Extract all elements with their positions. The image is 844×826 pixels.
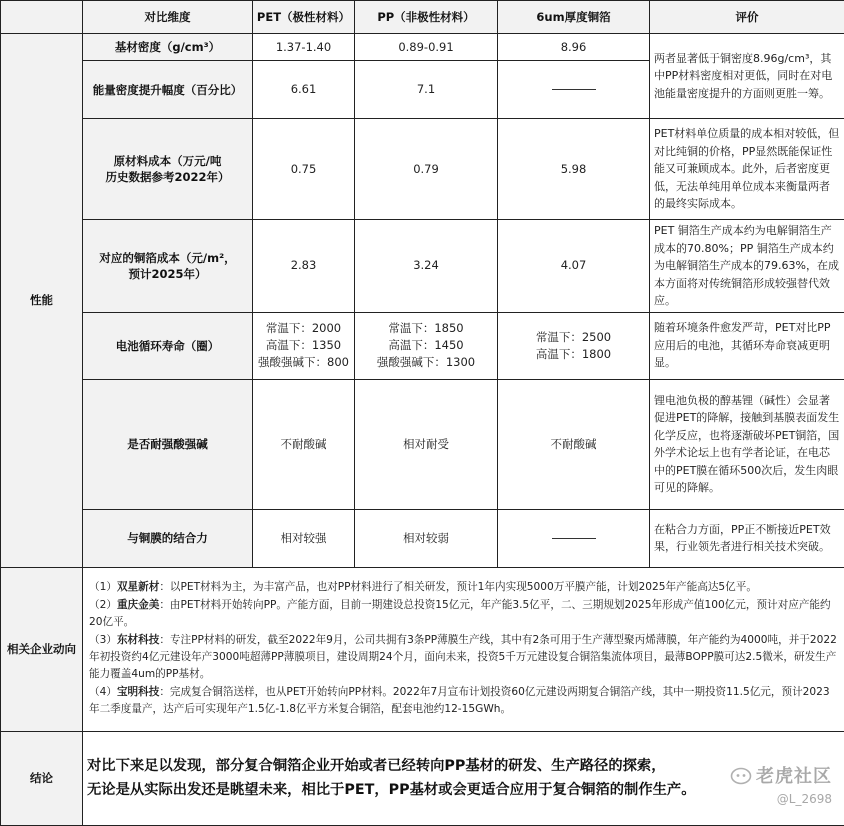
row-comment: 锂电池负极的醇基锂（碱性）会显著促进PET的降解，接触到基膜表面发生化学反应，也将逐渐破坏PET铜箔，国外学术论坛上也有学者论证，在电芯中的PET膜在循环500次后，发生肉眼可见的降解。 — [650, 379, 844, 509]
header-comment: 评价 — [650, 1, 844, 34]
row-comment: PET材料单位质量的成本相对较低，但对比纯铜的价格，PP显然既能保证性能又可兼顾成本。此外，后者密度更低，无法单纯用单位成本来衡量两者的最终实际成本。 — [650, 119, 844, 220]
header-pp: PP（非极性材料） — [355, 1, 498, 34]
pp-value: 3.24 — [355, 220, 498, 313]
company-item — [89, 579, 840, 596]
company-text: ：专注PP材料的研发，截至2022年9月，公司共拥有3条PP薄膜生产线，其中有2条可用于生产薄型聚丙烯薄膜，年产能约为4000吨，并于2022年初投资约4亿元建设年产3000吨超薄PP薄膜项目，建设周期24个月，面向未来，投资5千万元建设复合铜箔集流体项目，最薄BOPP膜可达2.5微米，研发生产能力覆盖4um的PP基材。 — [89, 634, 837, 681]
company-name: 重庆金美 — [117, 599, 159, 611]
company-name: 宝明科技 — [117, 686, 159, 698]
companies-row — [1, 567, 844, 731]
category-performance: 性能 — [1, 34, 83, 568]
conclusion-label: 结论 — [1, 731, 83, 825]
watermark-brand-line — [730, 762, 832, 788]
row-dimension: 基材密度（g/cm³） — [83, 34, 253, 61]
company-item — [89, 597, 840, 632]
conclusion-line-1: 对比下来足以发现，部分复合铜箔企业开始或者已经转向PP基材的研发、生产路径的探索， — [87, 754, 844, 778]
row-dimension: 能量密度提升幅度（百分比） — [83, 61, 253, 119]
copper-value: 5.98 — [498, 119, 650, 220]
density-comment: 两者显著低于铜密度8.96g/cm³，其中PP材料密度相对更低，同时在对电池能量密度提升的方面则更胜一筹。 — [650, 34, 844, 119]
header-copper: 6um厚度铜箔 — [498, 1, 650, 34]
copper-value: 不耐酸碱 — [498, 379, 650, 509]
pp-value: 常温下：1850 高温下：1450 强酸强碱下：1300 — [355, 312, 498, 379]
pp-value: 7.1 — [355, 61, 498, 119]
row-dimension: 是否耐强酸强碱 — [83, 379, 253, 509]
pet-value: 不耐酸碱 — [253, 379, 355, 509]
company-text: ：由PET材料开始转向PP。产能方面，目前一期建设总投资15亿元，年产能3.5亿平，二、三期规划2025年形成产值100亿元，预计对应产能约20亿平。 — [89, 599, 831, 628]
table-row — [1, 119, 844, 220]
pet-value: 相对较强 — [253, 509, 355, 567]
pet-value: 2.83 — [253, 220, 355, 313]
copper-value — [498, 509, 650, 567]
row-comment: 在粘合力方面，PP正不断接近PET效果，行业领先者进行相关技术突破。 — [650, 509, 844, 567]
pet-value: 常温下：2000 高温下：1350 强酸强碱下：800 — [253, 312, 355, 379]
watermark-user: @L_2698 — [730, 792, 832, 806]
company-text: ：完成复合铜箔送样，也从PET开始转向PP材料。2022年7月宣布计划投资60亿元建设两期复合铜箔产线，其中一期投资11.5亿元，预计2023年二季度量产，达产后可实现年产1.5亿-1.8亿平方米复合铜箔，配套电池约12-15GWh。 — [89, 686, 830, 715]
company-prefix: （1） — [89, 581, 117, 593]
conclusion-row — [1, 731, 844, 825]
table-row — [1, 220, 844, 313]
header-pet: PET（极性材料） — [253, 1, 355, 34]
watermark-brand: 老虎社区 — [756, 766, 832, 787]
companies-label: 相关企业动向 — [1, 567, 83, 731]
table-header-row — [1, 1, 844, 34]
company-item — [89, 632, 840, 684]
copper-value — [498, 61, 650, 119]
pet-value: 6.61 — [253, 61, 355, 119]
header-dimension: 对比维度 — [83, 1, 253, 34]
copper-value: 8.96 — [498, 34, 650, 61]
company-prefix: （3） — [89, 634, 117, 646]
row-dimension: 原材料成本（万元/吨 历史数据参考2022年） — [83, 119, 253, 220]
copper-value-dash — [552, 538, 596, 539]
copper-value: 常温下：2500 高温下：1800 — [498, 312, 650, 379]
row-dimension: 电池循环寿命（圈） — [83, 312, 253, 379]
company-name: 双星新材 — [117, 581, 159, 593]
pp-value: 相对较弱 — [355, 509, 498, 567]
pet-value: 1.37-1.40 — [253, 34, 355, 61]
row-comment: 随着环境条件愈发严苛，PET对比PP应用后的电池，其循环寿命衰减更明显。 — [650, 312, 844, 379]
copper-value: 4.07 — [498, 220, 650, 313]
header-empty-cell — [1, 1, 83, 34]
row-dimension: 对应的铜箔成本（元/m²， 预计2025年） — [83, 220, 253, 313]
table-row — [1, 312, 844, 379]
table-row — [1, 34, 844, 61]
table-row — [1, 509, 844, 567]
watermark — [730, 762, 832, 806]
company-text: ：以PET材料为主，为丰富产品，也对PP材料进行了相关研发，预计1年内实现5000万平膜产能，计划2025年产能高达5亿平。 — [159, 581, 757, 593]
tiger-community-icon — [730, 767, 752, 785]
company-prefix: （4） — [89, 686, 117, 698]
pp-value: 相对耐受 — [355, 379, 498, 509]
company-prefix: （2） — [89, 599, 117, 611]
company-item — [89, 684, 840, 719]
pp-value: 0.79 — [355, 119, 498, 220]
row-dimension: 与铜膜的结合力 — [83, 509, 253, 567]
row-comment: PET 铜箔生产成本约为电解铜箔生产成本的70.80%；PP 铜箔生产成本约为电解铜箔生产成本的79.63%，在成本方面将对传统铜箔形成较强替代效应。 — [650, 220, 844, 313]
company-name: 东材科技 — [117, 634, 159, 646]
companies-news — [83, 567, 844, 731]
conclusion-line-2: 无论是从实际出发还是眺望未来，相比于PET，PP基材或会更适合应用于复合铜箔的制作生产。 — [87, 778, 844, 802]
pp-value: 0.89-0.91 — [355, 34, 498, 61]
table-row — [1, 379, 844, 509]
copper-value-dash — [552, 89, 596, 90]
pet-value: 0.75 — [253, 119, 355, 220]
